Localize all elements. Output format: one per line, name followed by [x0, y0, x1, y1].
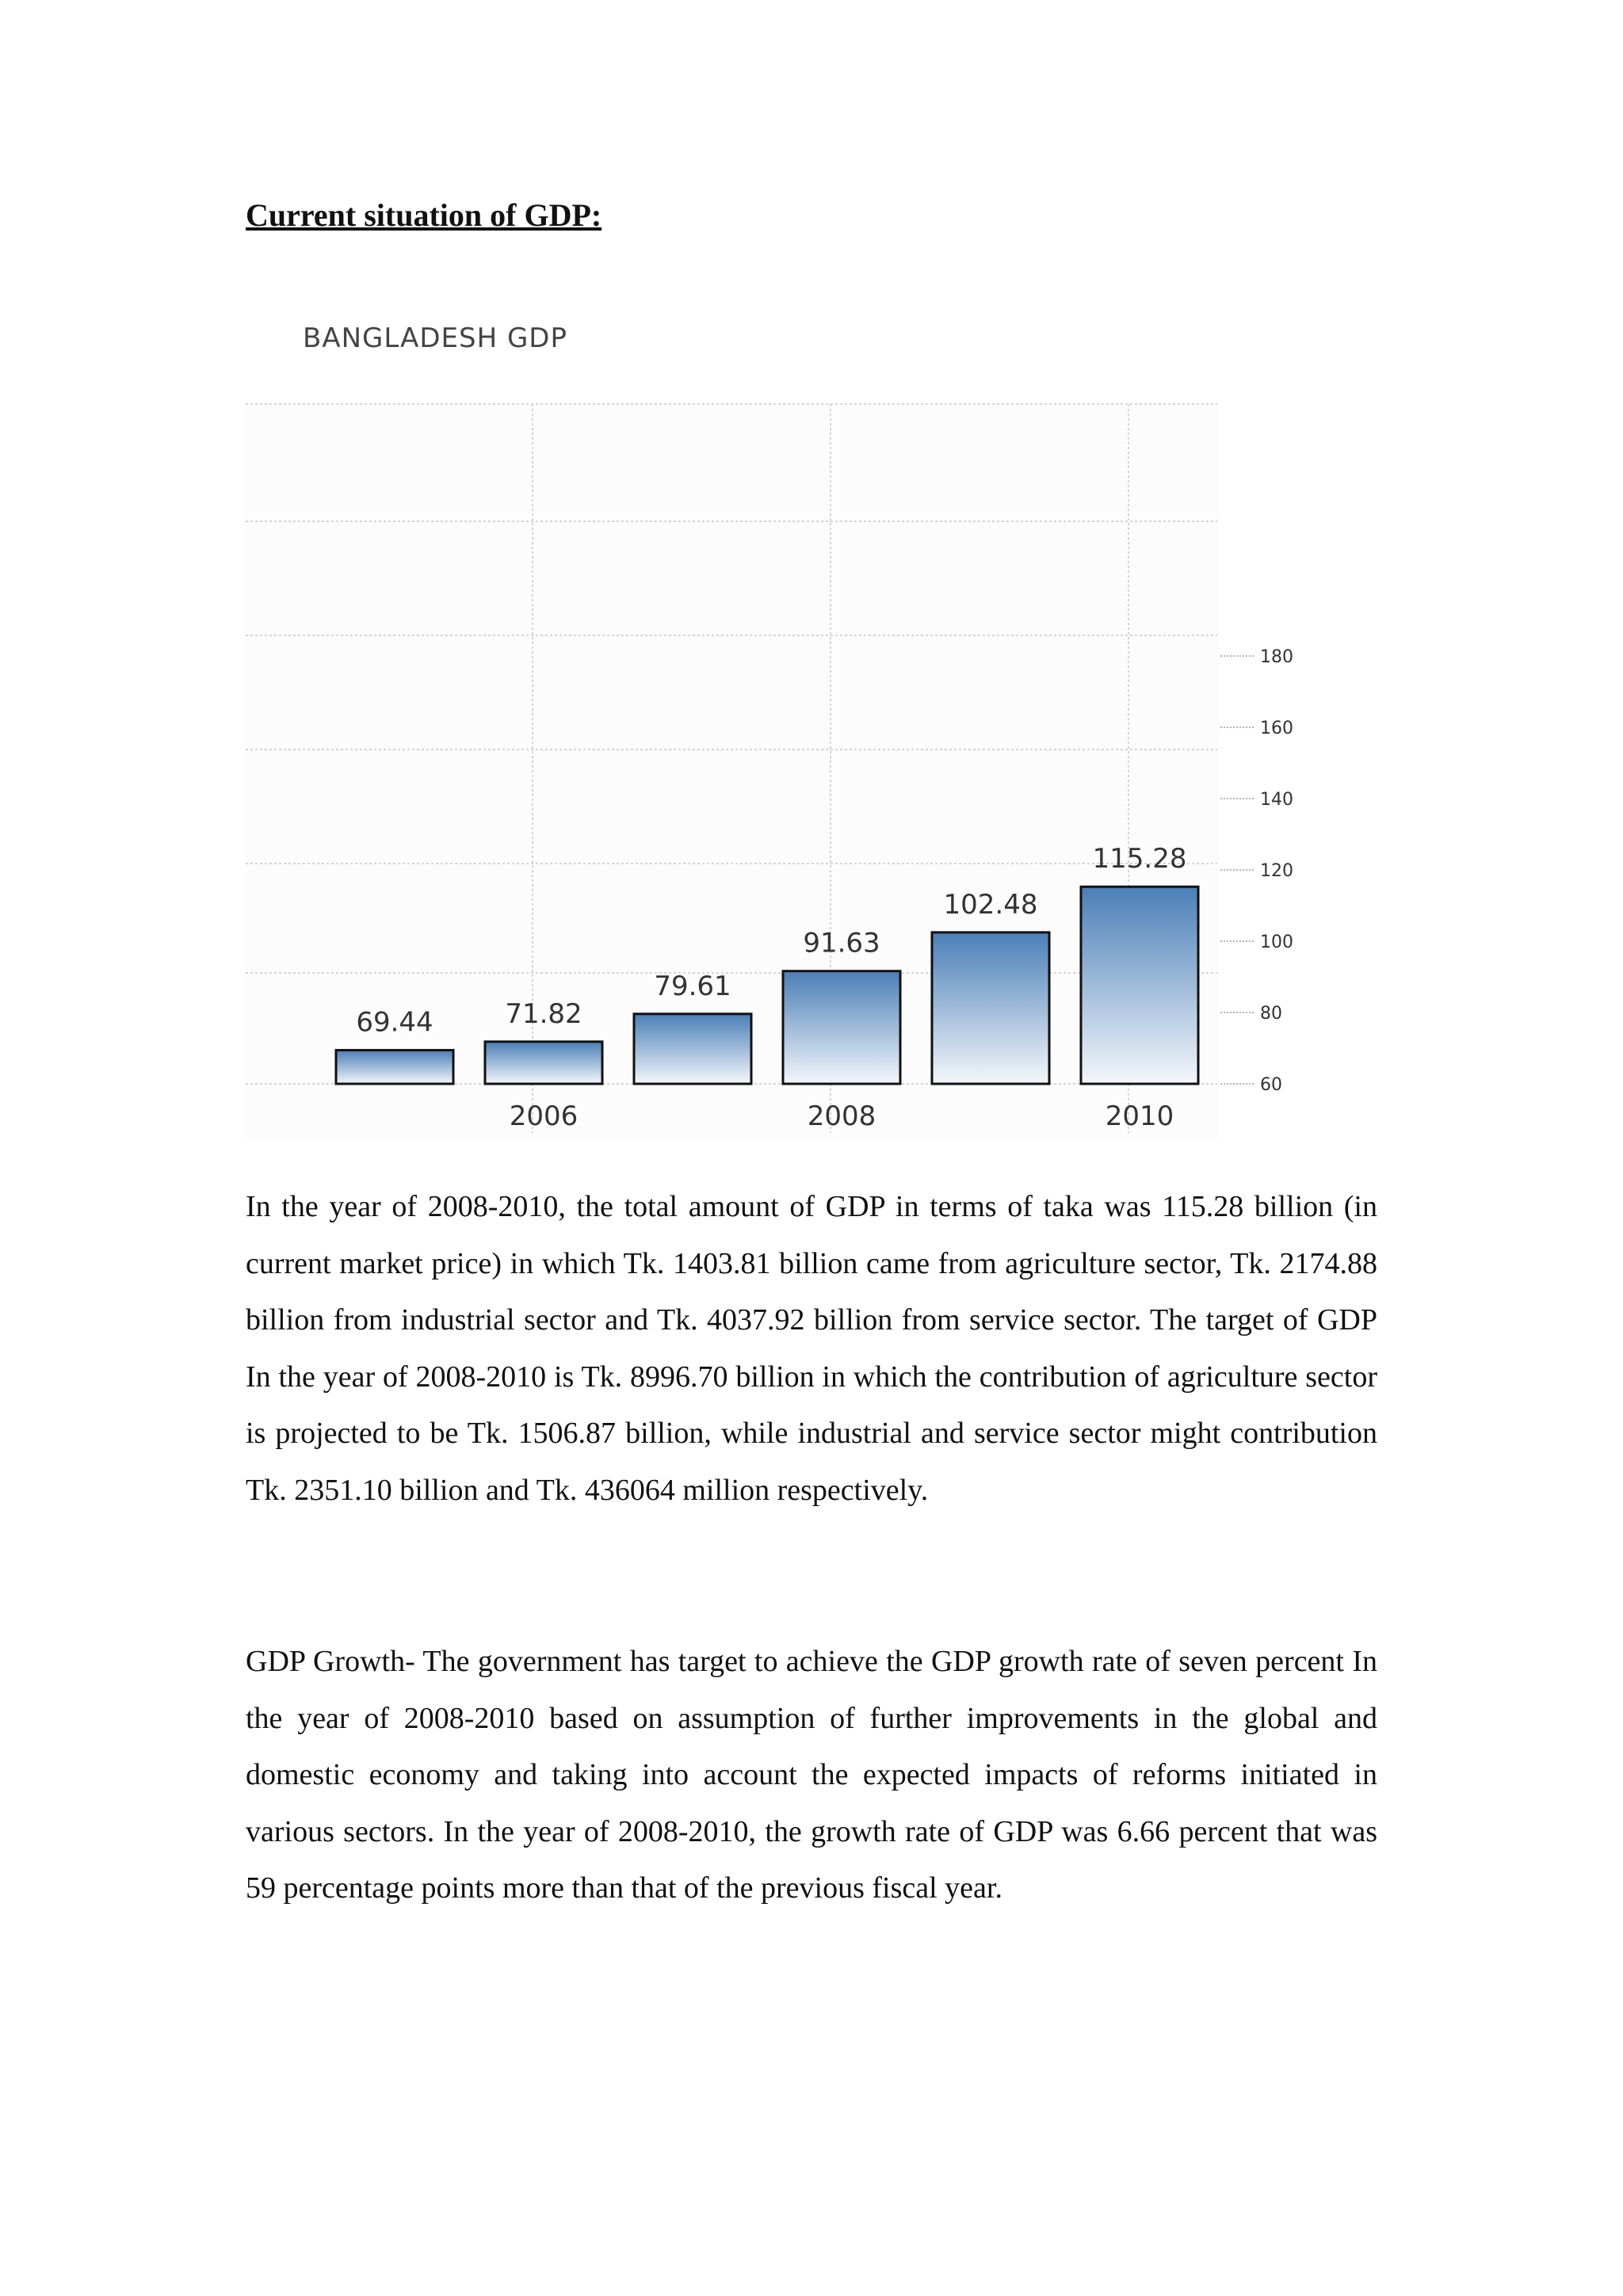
data-label-2010: 115.28 [1092, 843, 1187, 875]
y-tick-label: 160 [1260, 719, 1293, 738]
bar-2007 [634, 1014, 751, 1084]
bar-2008 [783, 971, 900, 1084]
paragraph-gdp-amount: In the year of 2008-2010, the total amount of GDP in terms of taka was 115.28 billion (in current market price) in which Tk. 1403.81 billion came from agriculture sector, Tk. 2174.88 billion from industrial sector and Tk. 4037.92 billion from service sector. The target of GDP In the year of 2008-2010 is Tk. 8996.70 billion in which the contribution of agriculture sector is projected to be Tk. 1506.87 billion, while industrial and service sector might contribution Tk. 2351.10 billion and Tk. 436064 million respectively. [246, 1190, 1377, 1507]
paragraph-gdp-growth: GDP Growth- The government has target to achieve the GDP growth rate of seven percent In the year of 2008-2010 based on assumption of further improvements in the global and domestic economy and taking into account the expected impacts of reforms initiated in various sectors. In the year of 2008-2010, the growth rate of GDP was 6.66 percent that was 59 percentage points more than that of the previous fiscal year. [246, 1645, 1377, 1905]
chart-title: BANGLADESH GDP [303, 322, 567, 354]
page-heading: Current situation of GDP: [246, 197, 602, 233]
y-tick-label: 120 [1260, 861, 1293, 881]
data-label-2007: 79.61 [654, 970, 731, 1002]
gdp-bar-chart [238, 301, 1316, 1157]
x-tick-label-2008: 2008 [807, 1100, 876, 1132]
data-label-2009: 102.48 [943, 888, 1038, 921]
bar-2006 [485, 1042, 602, 1084]
chart-svg [238, 301, 1316, 1157]
x-tick-label-2010: 2010 [1105, 1100, 1174, 1132]
bar-2010 [1081, 887, 1198, 1084]
x-tick-label-2006: 2006 [509, 1100, 579, 1132]
data-label-2005: 69.44 [356, 1006, 433, 1039]
y-tick-label: 60 [1260, 1075, 1282, 1095]
bar-2009 [932, 933, 1049, 1084]
data-label-2008: 91.63 [803, 927, 880, 959]
y-tick-label: 100 [1260, 933, 1293, 952]
data-label-2006: 71.82 [505, 997, 582, 1030]
bar-2005 [336, 1051, 453, 1084]
y-tick-label: 180 [1260, 647, 1293, 667]
y-tick-label: 80 [1260, 1004, 1282, 1024]
y-tick-label: 140 [1260, 790, 1293, 810]
